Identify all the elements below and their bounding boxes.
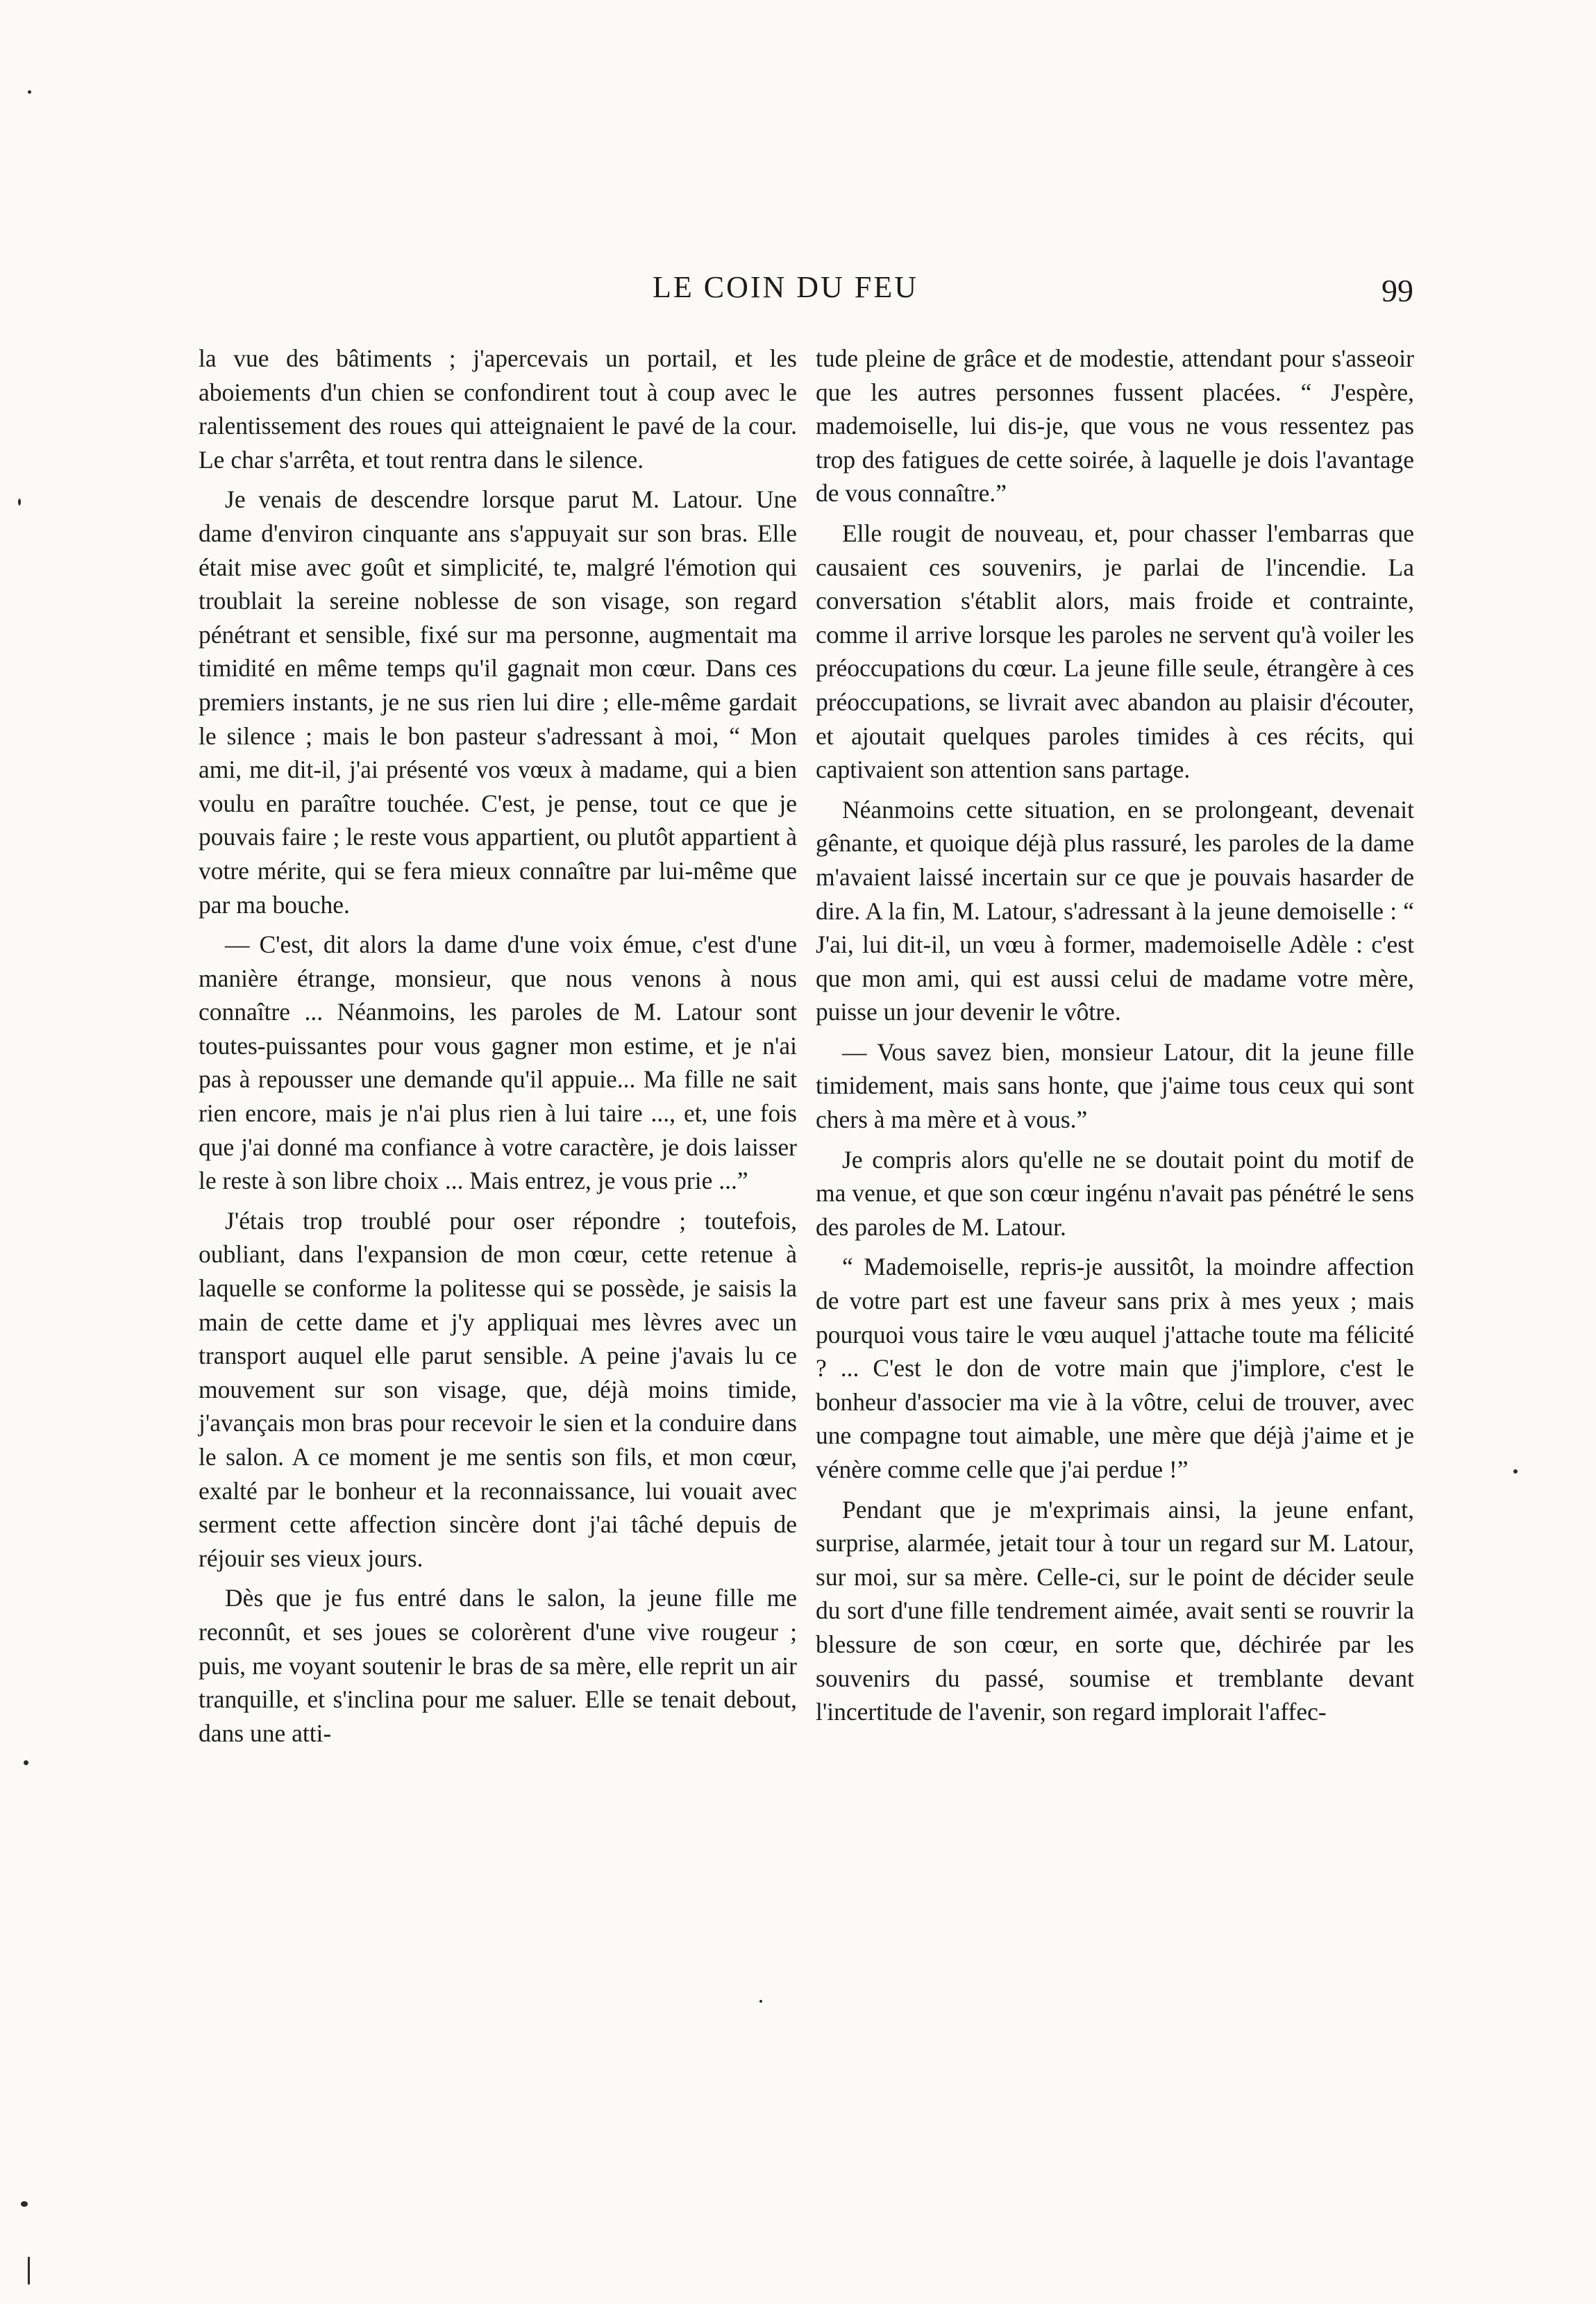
paragraph: Pendant que je m'exprimais ainsi, la jeune enfant, surprise, alarmée, jetait tour à tour un regard sur M. Latour, sur moi, sur sa mère. Celle-ci, sur le point de décider seule du sort d'une fille tendrement aimée, avait senti se rouvrir la blessure de son cœur, en sorte que, déchirée par les souvenirs du passé, soumise et tremblante devant l'incertitude de l'avenir, son regard implorait l'affec- (816, 1495, 1414, 1726)
paragraph: la vue des bâtiments ; j'apercevais un portail, et les aboiements d'un chien se confondirent tout à coup avec le ralentissement des roues qui atteignaient le pavé de la cour. Le char s'arrêta, et tout rentra dans le silence. (199, 344, 797, 474)
paragraph: tude pleine de grâce et de modestie, attendant pour s'asseoir que les autres personnes fussent placées. “ J'espère, mademoiselle, lui dis-je, que vous ne vous ressentez pas trop des fatigues de cette soirée, à laquelle je dois l'avantage de vous connaître.” (816, 344, 1414, 508)
scan-speck (18, 499, 21, 506)
scan-speck (28, 90, 31, 94)
paragraph: Je venais de descendre lorsque parut M. Latour. Une dame d'environ cinquante ans s'appuyait sur son bras. Elle était mise avec goût et simplicité, te, malgré l'émotion qui troublait la sereine noblesse de son visage, son regard pénétrant et sensible, fixé sur ma personne, augmentait ma timidité en même temps qu'il gagnait mon cœur. Dans ces premiers instants, je ne sus rien lui dire ; elle-même gardait le silence ; mais le bon pasteur s'adressant à moi, “ Mon ami, me dit-il, j'ai présenté vos vœux à madame, qui a bien voulu en paraître touchée. C'est, je pense, tout ce que je pouvais faire ; le reste vous appartient, ou plutôt appartient à votre mérite, qui se fera mieux connaître par lui-même que par ma bouche. (199, 485, 797, 919)
paragraph: Elle rougit de nouveau, et, pour chasser l'embarras que causaient ces souvenirs, je parlai de l'incendie. La conversation s'établit alors, mais froide et contrainte, comme il arrive lorsque les paroles ne servent qu'à voiler les préoccupations du cœur. La jeune fille seule, étrangère à ces préoccupations, se livrait avec abandon au plaisir d'écouter, et ajoutait quelques paroles timides à ces récits, qui captivaient son attention sans partage. (816, 519, 1414, 784)
running-title: LE COIN DU FEU (653, 270, 918, 304)
scan-speck (759, 2000, 762, 2003)
scan-speck (21, 2201, 28, 2207)
right-column (816, 342, 1414, 1729)
paragraph: — C'est, dit alors la dame d'une voix émue, c'est d'une manière étrange, monsieur, que nous venons à nous connaître ... Néanmoins, les paroles de M. Latour sont toutes-puissantes pour vous gagner mon estime, et je n'ai pas à repousser une demande qu'il appuie... Ma fille ne sait rien encore, mais je n'ai plus rien à lui taire ..., et, une fois que j'ai donné ma confiance à votre caractère, je dois laisser le reste à son libre choix ... Mais entrez, je vous prie ...” (199, 930, 797, 1195)
scan-speck (1513, 1469, 1518, 1474)
running-head (0, 269, 1596, 311)
scan-speck (24, 1760, 28, 1765)
paragraph: Je compris alors qu'elle ne se doutait point du motif de ma venue, et que son cœur ingénu n'avait pas pénétré le sens des paroles de M. Latour. (816, 1145, 1414, 1241)
left-column (199, 342, 797, 1750)
paragraph: “ Mademoiselle, repris-je aussitôt, la moindre affection de votre part est une faveur sans prix à mes yeux ; mais pourquoi vous taire le vœu auquel j'attache toute ma félicité ? ... C'est le don de votre main que j'implore, c'est le bonheur d'associer ma vie à la vôtre, celui de trouver, avec une compagne tout aimable, une mère que déjà j'aime et je vénère comme celle que j'ai perdue !” (816, 1253, 1414, 1483)
paragraph: J'étais trop troublé pour oser répondre ; toutefois, oubliant, dans l'expansion de mon cœur, cette retenue à laquelle se conforme la politesse qui se possède, je saisis la main de cette dame et j'y appliquai mes lèvres avec un transport auquel elle parut sensible. A peine j'avais lu ce mouvement sur son visage, que, déjà moins timide, j'avançais mon bras pour recevoir le sien et la conduire dans le salon. A ce moment je me sentis son fils, et mon cœur, exalté par le bonheur et la reconnaissance, lui vouait avec serment cette affection sincère dont j'ai tâché depuis de réjouir ses vieux jours. (199, 1206, 797, 1572)
paragraph: Néanmoins cette situation, en se prolongeant, devenait gênante, et quoique déjà plus rassuré, les paroles de la dame m'avaient laissé incertain sur ce que je pouvais hasarder de dire. A la fin, M. Latour, s'adressant à la jeune demoiselle : “ J'ai, lui dit-il, un vœu à former, mademoiselle Adèle : c'est que mon ami, qui est aussi celui de madame votre mère, puisse un jour devenir le vôtre. (816, 795, 1414, 1026)
page-number: 99 (1381, 273, 1413, 308)
paragraph: Dès que je fus entré dans le salon, la jeune fille me reconnût, et ses joues se colorèrent d'une vive rougeur ; puis, me voyant soutenir le bras de sa mère, elle reprit un air tranquille, et s'inclina pour me saluer. Elle se tenait debout, dans une atti- (199, 1584, 797, 1747)
scan-speck (28, 2257, 30, 2285)
paragraph: — Vous savez bien, monsieur Latour, dit la jeune fille timidement, mais sans honte, que j'aime tous ceux qui sont chers à ma mère et à vous.” (816, 1037, 1414, 1134)
